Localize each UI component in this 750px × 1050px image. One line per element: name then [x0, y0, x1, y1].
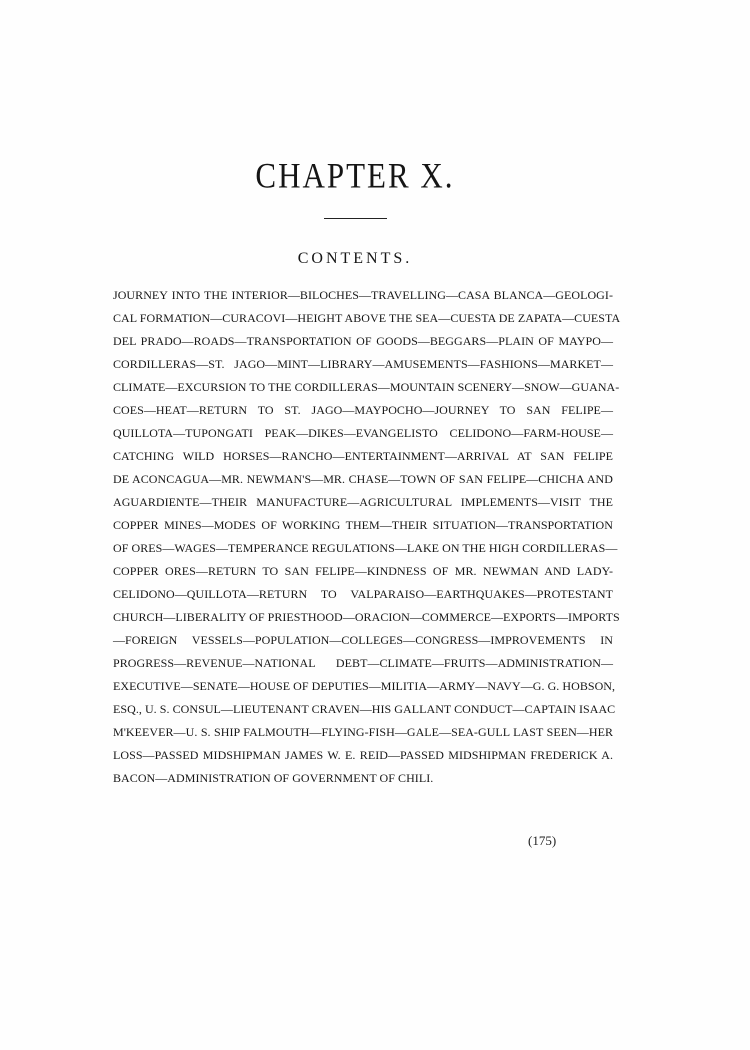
- contents-line: EXECUTIVE—SENATE—HOUSE OF DEPUTIES—MILITIA—ARMY—NAVY—G. G. HOBSON,: [113, 679, 616, 693]
- contents-line: ESQ., U. S. CONSUL—LIEUTENANT CRAVEN—HIS GALLANT CONDUCT—CAPTAIN ISAAC: [113, 702, 616, 716]
- contents-line: DE ACONCAGUA—MR. NEWMAN'S—MR. CHASE—TOWN OF SAN FELIPE—CHICHA AND: [113, 472, 613, 486]
- contents-line: DEL PRADO—ROADS—TRANSPORTATION OF GOODS—BEGGARS—PLAIN OF MAYPO—: [113, 334, 613, 348]
- chapter-title: CHAPTER X.: [255, 155, 455, 196]
- contents-line: CATCHING WILD HORSES—RANCHO—ENTERTAINMENT—ARRIVAL AT SAN FELIPE: [113, 449, 613, 463]
- contents-line: COPPER MINES—MODES OF WORKING THEM—THEIR SITUATION—TRANSPORTATION: [113, 518, 613, 532]
- contents-line: CLIMATE—EXCURSION TO THE CORDILLERAS—MOUNTAIN SCENERY—SNOW—GUANA-: [113, 380, 620, 394]
- contents-line: —FOREIGN VESSELS—POPULATION—COLLEGES—CONGRESS—IMPROVEMENTS IN: [113, 633, 613, 647]
- contents-line: CAL FORMATION—CURACOVI—HEIGHT ABOVE THE SEA—CUESTA DE ZAPATA—CUESTA: [113, 311, 621, 325]
- contents-summary: [113, 284, 621, 790]
- contents-line: JOURNEY INTO THE INTERIOR—BILOCHES—TRAVELLING—CASA BLANCA—GEOLOGI-: [113, 288, 613, 302]
- contents-line: M'KEEVER—U. S. SHIP FALMOUTH—FLYING-FISH—GALE—SEA-GULL LAST SEEN—HER: [113, 725, 613, 739]
- contents-line: CHURCH—LIBERALITY OF PRIESTHOOD—ORACION—COMMERCE—EXPORTS—IMPORTS: [113, 610, 620, 624]
- contents-line: PROGRESS—REVENUE—NATIONAL DEBT—CLIMATE—FRUITS—ADMINISTRATION—: [113, 656, 613, 670]
- contents-line: COPPER ORES—RETURN TO SAN FELIPE—KINDNESS OF MR. NEWMAN AND LADY-: [113, 564, 613, 578]
- contents-heading: CONTENTS.: [297, 250, 413, 267]
- contents-line: AGUARDIENTE—THEIR MANUFACTURE—AGRICULTURAL IMPLEMENTS—VISIT THE: [113, 495, 613, 509]
- contents-line: OF ORES—WAGES—TEMPERANCE REGULATIONS—LAKE ON THE HIGH CORDILLERAS—: [113, 541, 618, 555]
- contents-line: LOSS—PASSED MIDSHIPMAN JAMES W. E. REID—PASSED MIDSHIPMAN FREDERICK A.: [113, 748, 613, 762]
- contents-line: COES—HEAT—RETURN TO ST. JAGO—MAYPOCHO—JOURNEY TO SAN FELIPE—: [113, 403, 613, 417]
- contents-line: CELIDONO—QUILLOTA—RETURN TO VALPARAISO—EARTHQUAKES—PROTESTANT: [113, 587, 613, 601]
- contents-line: BACON—ADMINISTRATION OF GOVERNMENT OF CHILI.: [113, 771, 434, 785]
- title-rule: [324, 218, 387, 219]
- contents-line: QUILLOTA—TUPONGATI PEAK—DIKES—EVANGELISTO CELIDONO—FARM-HOUSE—: [113, 426, 613, 440]
- page-number: (175): [528, 833, 557, 848]
- contents-line: CORDILLERAS—ST. JAGO—MINT—LIBRARY—AMUSEMENTS—FASHIONS—MARKET—: [113, 357, 613, 371]
